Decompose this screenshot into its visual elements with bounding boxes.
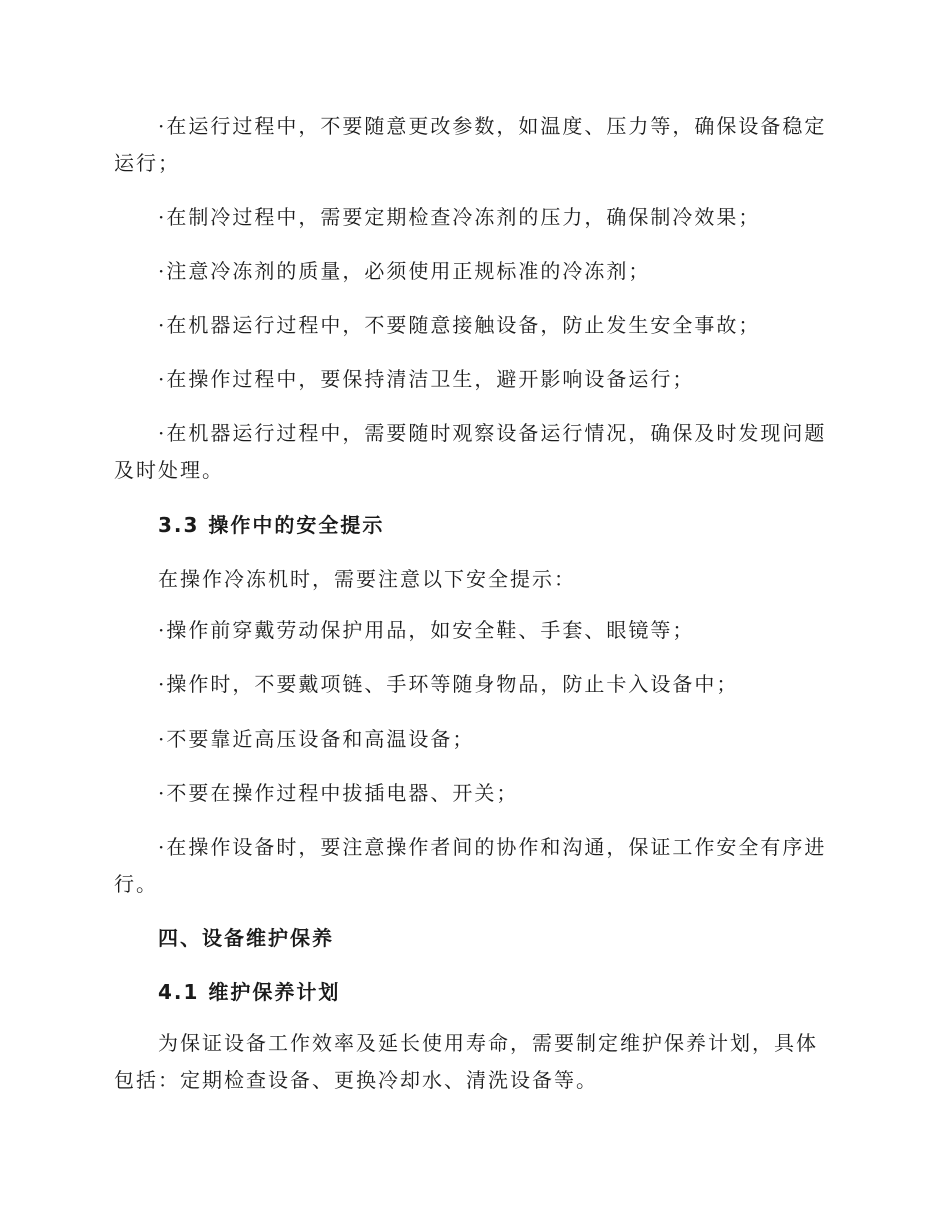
- paragraph-no-touching: ·在机器运行过程中，不要随意接触设备，防止发生安全事故；: [158, 313, 761, 337]
- paragraph-protective-gear: ·操作前穿戴劳动保护用品，如安全鞋、手套、眼镜等；: [158, 618, 695, 642]
- paragraph-cleanliness: ·在操作过程中，要保持清洁卫生，避开影响设备运行；: [158, 367, 695, 391]
- paragraph-safety-intro: 在操作冷冻机时，需要注意以下安全提示：: [158, 567, 576, 591]
- paragraph-cooperation: ·在操作设备时，要注意操作者间的协作和沟通，保证工作安全有序进行。: [114, 835, 827, 896]
- heading-section-4: 四、设备维护保养: [158, 926, 334, 950]
- paragraph-no-plugging: ·不要在操作过程中拔插电器、开关；: [158, 781, 519, 805]
- paragraph-avoid-high-voltage: ·不要靠近高压设备和高温设备；: [158, 727, 475, 751]
- heading-4-1: 4.1 维护保养计划: [158, 980, 341, 1004]
- paragraph-observe-status: ·在机器运行过程中，需要随时观察设备运行情况，确保及时发现问题及时处理。: [114, 421, 827, 482]
- paragraph-refrigerant-quality: ·注意冷冻剂的质量，必须使用正规标准的冷冻剂；: [158, 259, 651, 283]
- paragraph-maintenance-plan: 为保证设备工作效率及延长使用寿命，需要制定维护保养计划，具体包括：定期检查设备、更换冷却水、清洗设备等。: [114, 1031, 818, 1092]
- paragraph-no-jewelry: ·操作时，不要戴项链、手环等随身物品，防止卡入设备中；: [158, 672, 739, 696]
- paragraph-stable-parameters: ·在运行过程中，不要随意更改参数，如温度、压力等，确保设备稳定运行；: [114, 114, 827, 175]
- paragraph-refrigerant-pressure: ·在制冷过程中，需要定期检查冷冻剂的压力，确保制冷效果；: [158, 205, 761, 229]
- heading-3-3: 3.3 操作中的安全提示: [158, 513, 385, 537]
